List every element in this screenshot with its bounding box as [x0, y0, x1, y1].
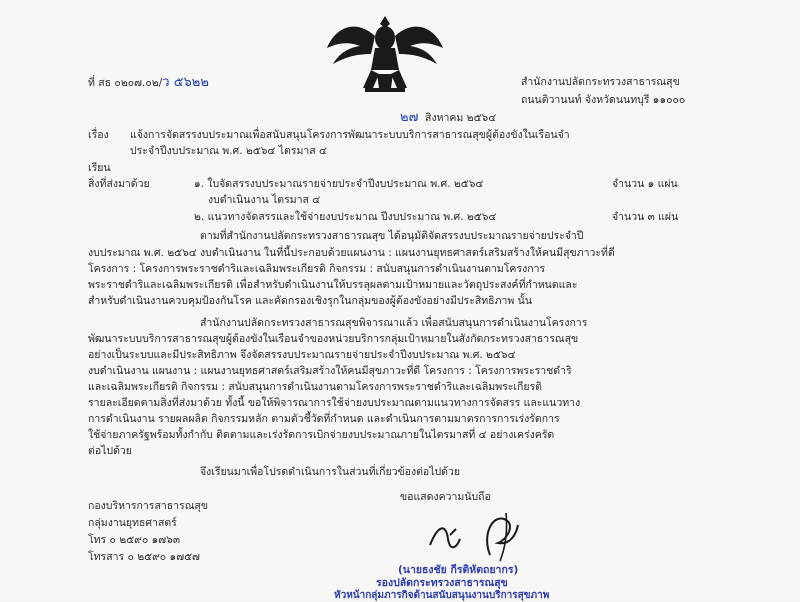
closing-request: จึงเรียนมาเพื่อโปรดดำเนินการในส่วนที่เกี่ยวข้องต่อไปด้วย — [200, 466, 461, 478]
footer-phone: โทร ๐ ๒๕๙๐ ๑๗๖๓ — [88, 534, 180, 546]
attachments-label: สิ่งที่ส่งมาด้วย — [88, 178, 150, 190]
footer-dept: กองบริหารการสาธารณสุข — [88, 500, 209, 512]
para2-line: และเฉลิมพระเกียรติ กิจกรรม : สนับสนุนการดำเนินงานตามโครงการพระราชดำริและเฉลิมพระเกียรติ — [88, 381, 542, 393]
subject-line-1: แจ้งการจัดสรรงบประมาณเพื่อสนับสนุนโครงการพัฒนาระบบบริการสาธารณสุขผู้ต้องขังในเรือนจำ — [130, 129, 570, 141]
subject-line-2: ประจำปีงบประมาณ พ.ศ. ๒๕๖๔ ไตรมาส ๔ — [130, 145, 327, 157]
para1-line: สำหรับดำเนินงานควบคุมป้องกันโรค และคัดกรองเชิงรุกในกลุ่มของผู้ต้องขังอย่างมีประสิทธิภาพ นั้น — [88, 295, 533, 307]
attachment-qty: จำนวน ๓ แผ่น — [612, 211, 679, 223]
attachment-item: ๒. แนวทางจัดสรรและใช้จ่ายงบประมาณ ปีงบประมาณ พ.ศ. ๒๕๖๔ — [194, 211, 497, 223]
signer-position: รองปลัดกระทรวงสาธารณสุข — [376, 577, 508, 589]
para2-line: การดำเนินงาน รายผลผลิต กิจกรรมหลัก ตามตัวชี้วัดที่กำหนด และดำเนินการตามมาตรการการเร่งรัดการ — [88, 413, 560, 425]
attachment-qty: จำนวน ๑ แผ่น — [612, 178, 678, 190]
para1-line: งบประมาณ พ.ศ. ๒๕๖๔ งบดำเนินงาน ในที่นี้ประกอบด้วยแผนงาน : แผนงานยุทธศาสตร์เสริมสร้างให้คนมีสุขภาวะที่ดี — [88, 247, 615, 259]
para1-line: พระราชดำริและเฉลิมพระเกียรติ เพื่อสำหรับดำเนินงานให้บรรลุผลตามเป้าหมายและวัตถุประสงค์ที่กำหนดและ — [88, 279, 578, 291]
footer-group: กลุ่มงานยุทธศาสตร์ — [88, 517, 177, 529]
doc-date: ๒๗ สิงหาคม ๒๕๖๔ — [400, 110, 497, 125]
agency-address: ถนนติวานนท์ จังหวัดนนทบุรี ๑๑๐๐๐ — [521, 94, 686, 106]
para2-line: ใช้จ่ายภาครัฐพร้อมทั้งกำกับ ติดตามและเร่งรัดการเบิกจ่ายงบประมาณภายในไตรมาสที่ ๔ อย่างเคร่งครัด — [88, 429, 555, 441]
para1-line: โครงการ : โครงการพระราชดำริและเฉลิมพระเกียรติ กิจกรรม : สนับสนุนการดำเนินงานตามโครงการ — [88, 263, 546, 275]
signer-position-2: หัวหน้ากลุ่มภารกิจด้านสนับสนุนงานบริการสุขภาพ — [334, 590, 550, 601]
footer-fax: โทรสาร ๐ ๒๕๙๐ ๑๗๕๗ — [88, 551, 200, 563]
salutation: เรียน — [88, 162, 111, 174]
garuda-emblem-icon — [325, 8, 445, 103]
subject-label: เรื่อง — [88, 129, 109, 141]
para2-line: รายละเอียดตามสิ่งที่ส่งมาด้วย ทั้งนี้ ขอให้พิจารณาการใช้จ่ายงบประมาณตามแนวทางการจัดสรร และแนวทาง — [88, 397, 581, 409]
para2-line: งบดำเนินงาน แผนงาน : แผนงานยุทธศาสตร์เสริมสร้างให้คนมีสุขภาวะที่ดี โครงการ : โครงการพระราชดำริ — [88, 365, 572, 377]
signature-icon — [420, 505, 540, 565]
attachment-item-sub: งบดำเนินงาน ไตรมาส ๔ — [208, 194, 321, 206]
agency-name: สำนักงานปลัดกระทรวงสาธารณสุข — [521, 76, 680, 88]
para2-line: พัฒนาระบบบริการสาธารณสุขผู้ต้องขังในเรือนจำของหน่วยบริการกลุ่มเป้าหมายในสังกัดกระทรวงสาธารณสุข — [88, 333, 579, 345]
attachment-item: ๑. ใบจัดสรรงบประมาณรายจ่ายประจำปีงบประมาณ พ.ศ. ๒๕๖๔ — [194, 178, 484, 190]
doc-number: ที่ สธ ๐๒๐๗.๐๒/ว ๕๖๒๒ — [88, 75, 209, 90]
para1-line: ตามที่สำนักงานปลัดกระทรวงสาธารณสุข ได้อนุมัติจัดสรรงบประมาณรายจ่ายประจำปี — [200, 230, 584, 242]
signer-name: (นายธงชัย กีรติหัตถยากร) — [398, 564, 519, 576]
para2-line: อย่างเป็นระบบและมีประสิทธิภาพ จึงจัดสรรงบประมาณรายจ่ายประจำปีงบประมาณ พ.ศ. ๒๕๖๔ — [88, 349, 516, 361]
para2-line: ต่อไปด้วย — [88, 445, 132, 457]
para2-line: สำนักงานปลัดกระทรวงสาธารณสุขพิจารณาแล้ว เพื่อสนับสนุนการดำเนินงานโครงการ — [200, 317, 588, 329]
closing-regards: ขอแสดงความนับถือ — [400, 491, 491, 503]
